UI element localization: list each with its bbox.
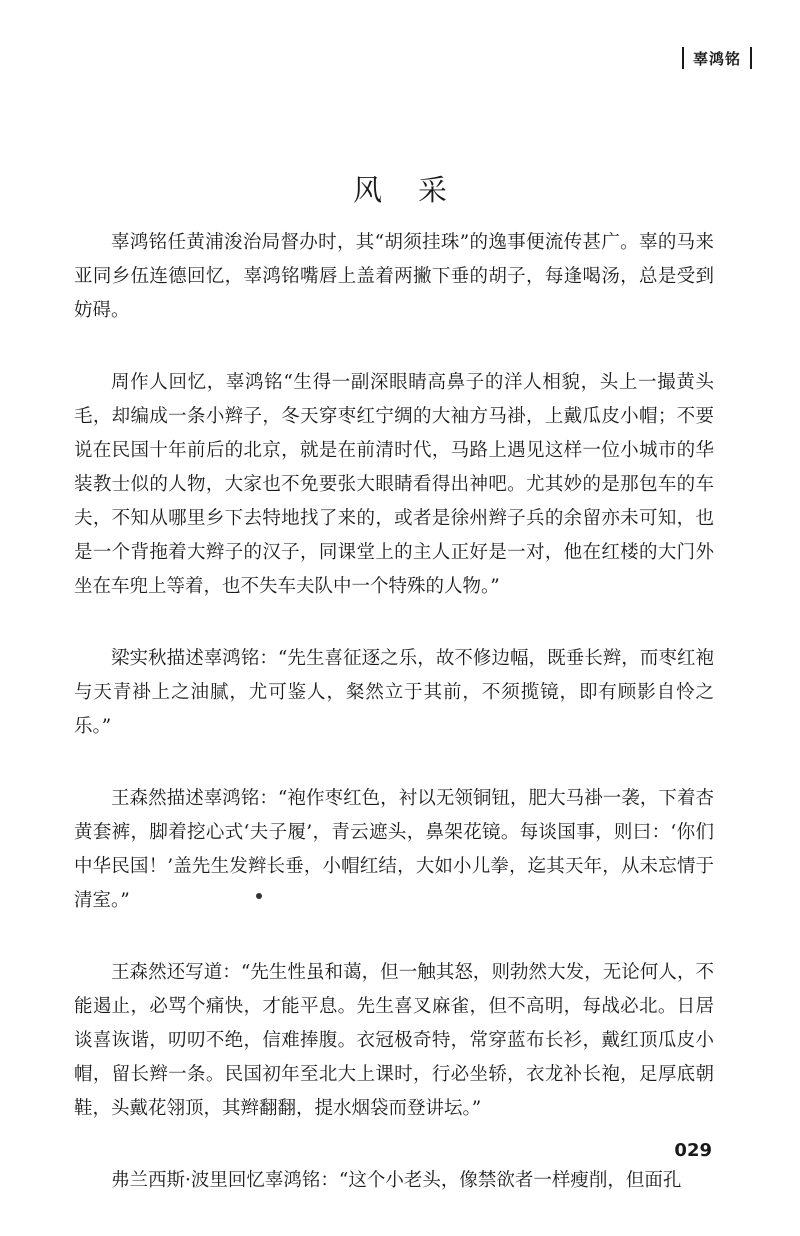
paragraph-3: 梁实秋描述辜鸿铭：“先生喜征逐之乐，故不修边幅，既垂长辫，而枣红袍与天青褂上之油腻，尤可鉴人，粲然立于其前，不须揽镜，即有顾影自怜之乐。”	[74, 648, 714, 737]
paragraph-6: 弗兰西斯·波里回忆辜鸿铭：“这个小老头，像禁欲者一样瘦削，但面孔	[111, 1170, 682, 1191]
paragraph-5: 王森然还写道：“先生性虽和蔼，但一触其怒，则勃然大发，无论何人，不能遏止，必骂个痛快，才能平息。先生喜叉麻雀，但不高明，每战必北。日居谈喜诙谐，叨叨不绝，信难捧腹。衣冠极奇特，常穿蓝布长衫，戴红顶瓜皮小帽，留长辫一条。民国初年至北大上课时，行必坐轿，衣龙补长袍，足厚底朝鞋，头戴花翎顶，其辫翻翻，提水烟袋而登讲坛。”	[74, 962, 714, 1119]
page-number: 029	[674, 1140, 712, 1161]
body-text	[74, 226, 714, 1236]
running-title: 辜鸿铭	[692, 49, 741, 68]
paragraph-1: 辜鸿铭任黄浦浚治局督办时，其“胡须挂珠”的逸事便流传甚广。辜的马来亚同乡伍连德回忆，辜鸿铭嘴唇上盖着两撇下垂的胡子，每逢喝汤，总是受到妨碍。	[74, 232, 714, 321]
running-header	[682, 45, 752, 71]
paragraph-2: 周作人回忆，辜鸿铭“生得一副深眼睛高鼻子的洋人相貌，头上一撮黄头毛，却编成一条小辫子，冬天穿枣红宁绸的大袖方马褂，上戴瓜皮小帽；不要说在民国十年前后的北京，就是在前清时代，马路上遇见这样一位小城市的华装教士似的人物，大家也不免要张大眼睛看得出神吧。尤其妙的是那包车的车夫，不知从哪里乡下去特地找了来的，或者是徐州辫子兵的余留亦未可知，也是一个背拖着大辫子的汉子，同课堂上的主人正好是一对，他在红楼的大门外坐在车兜上等着，也不失车夫队中一个特殊的人物。”	[74, 372, 714, 597]
chapter-title: 风采	[352, 173, 483, 207]
header-right-rule	[750, 47, 752, 69]
ink-speck	[256, 893, 262, 899]
paragraph-4: 王森然描述辜鸿铭：“袍作枣红色，衬以无领铜钮，肥大马褂一袭，下着杏黄套裤，脚着挖心式‘夫子履’，青云遮头，鼻架花镜。每谈国事，则曰：‘你们中华民国！’盖先生发辫长垂，小帽红结，大如小儿拳，迄其天年，从未忘情于清室。”	[74, 788, 714, 911]
